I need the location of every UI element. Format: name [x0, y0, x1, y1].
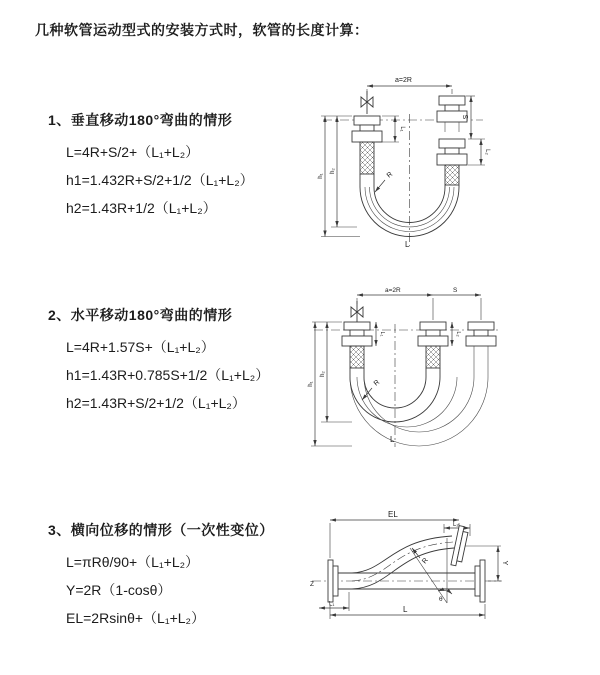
formula-line: h1=1.43R+0.785S+1/2（L₁+L₂）	[66, 367, 270, 383]
dim-label-h1: h₁	[318, 173, 324, 179]
dim-label-el: EL	[388, 510, 398, 519]
diagram-horizontal-bend	[306, 282, 506, 447]
formula-line: h1=1.432R+S/2+1/2（L₁+L₂）	[66, 172, 254, 188]
section-1-formulas	[48, 138, 254, 222]
right-flange-lower	[437, 139, 467, 185]
right-flange-moved	[466, 322, 496, 377]
dim-label-l2: L₂	[453, 522, 459, 528]
length-label: L	[405, 240, 410, 249]
section-3-heading: 3、横向位移的情形（一次性变位）	[48, 522, 274, 538]
radius-label: R	[372, 378, 382, 388]
formula-line: Y=2R（1-cosθ）	[66, 582, 172, 598]
right-flange-upper	[437, 96, 467, 132]
section-2-formulas	[48, 333, 269, 417]
dim-label-h2: h₂	[320, 371, 326, 377]
right-flange	[475, 560, 485, 602]
valve-icon	[351, 301, 363, 322]
section-vertical-bend	[48, 110, 254, 222]
dim-label-l2: L₂	[455, 331, 461, 337]
dim-label-y: Y	[501, 560, 508, 566]
formula-line: L=4R+S/2+（L₁+L₂）	[66, 144, 200, 160]
dim-label-l2: L₂	[484, 149, 490, 155]
section-3-formulas	[48, 548, 274, 632]
braided-hose-section	[360, 142, 374, 174]
braided-hose-section	[350, 346, 364, 368]
dim-label-l1: L₁	[329, 601, 335, 608]
dim-label-a2r: a=2R	[395, 77, 412, 84]
section-1-heading: 1、垂直移动180°弯曲的情形	[48, 112, 233, 128]
section-horizontal-bend	[48, 305, 269, 417]
formula-line: L=πRθ/90+（L₁+L₂）	[66, 554, 200, 570]
dim-label-s: S	[453, 287, 458, 294]
left-flange	[352, 116, 382, 174]
braided-hose-section	[426, 346, 440, 368]
u-hose	[350, 368, 488, 446]
section-lateral-displacement	[48, 520, 274, 632]
dim-label-a2r: a=2R	[385, 287, 401, 294]
formula-line: EL=2Rsinθ+（L₁+L₂）	[66, 610, 205, 626]
diagram-vertical-bend	[315, 70, 495, 250]
left-flange	[328, 560, 338, 602]
section-2-heading: 2、水平移动180°弯曲的情形	[48, 307, 233, 323]
length-label: L	[403, 605, 408, 614]
radius-label: R	[385, 170, 395, 180]
radius-label: R	[421, 556, 430, 566]
angle-label: θ	[439, 596, 443, 603]
angle-construction	[410, 538, 452, 603]
formula-line: h2=1.43R+S/2+1/2（L₁+L₂）	[66, 395, 246, 411]
dim-label-l1: L₁	[379, 331, 385, 337]
dim-label-l1: L₁	[399, 126, 405, 132]
dim-label-h1: h₁	[308, 381, 314, 387]
diagram-lateral-displacement	[302, 500, 512, 630]
dim-label-h2: h₂	[330, 168, 336, 174]
valve-icon	[361, 91, 373, 114]
page-title: 几种软管运动型式的安装方式时，软管的长度计算：	[35, 22, 369, 38]
formula-line: h2=1.43R+1/2（L₁+L₂）	[66, 200, 217, 216]
braided-hose-section	[445, 165, 459, 185]
break-mark: Z	[310, 581, 314, 588]
dim-label-s: S	[463, 114, 470, 120]
formula-line: L=4R+1.57S+（L₁+L₂）	[66, 339, 215, 355]
middle-flange	[418, 322, 448, 368]
length-label: L	[390, 435, 395, 444]
left-flange	[342, 322, 372, 368]
